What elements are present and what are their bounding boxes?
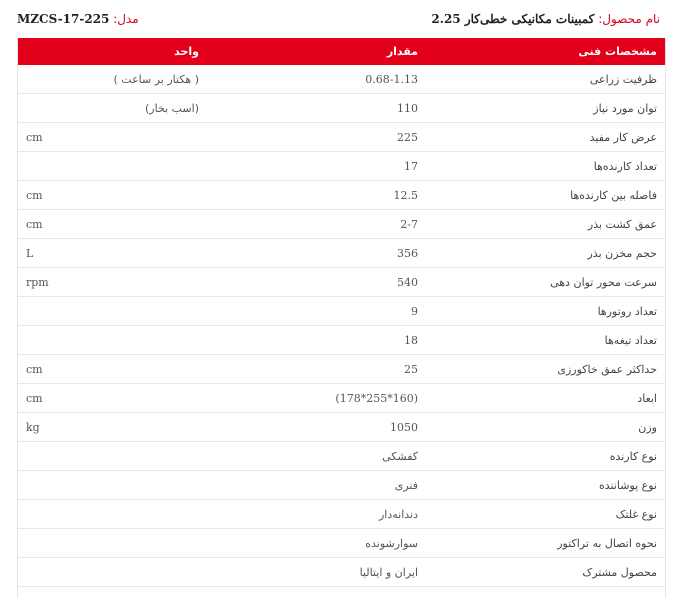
spec-table [18,38,665,587]
spec-name-cell: حداکثر عمق خاکورزی [426,355,665,384]
spec-name-cell: تعداد کارنده‌ها [426,152,665,181]
table-row [18,384,665,413]
spec-unit-cell: cm [18,355,207,384]
spec-name-cell: نوع پوشاننده [426,471,665,500]
spec-unit-cell: L [18,239,207,268]
spec-name-cell: حجم مخزن بذر [426,239,665,268]
table-row [18,181,665,210]
table-row [18,471,665,500]
spec-unit-cell [18,152,207,181]
table-row [18,529,665,558]
spec-value-cell: فنری [207,471,426,500]
column-header-spec: مشخصات فنی [426,38,665,65]
product-name-label: نام محصول: [598,12,660,26]
spec-value-cell: 25 [207,355,426,384]
spec-value-cell: ایران و ایتالیا [207,558,426,587]
spec-unit-cell [18,529,207,558]
spec-name-cell: نوع غلتک [426,500,665,529]
spec-value-cell: (160*255*178) [207,384,426,413]
spec-value-cell: سوارشونده [207,529,426,558]
spec-unit-cell [18,326,207,355]
spec-unit-cell: kg [18,413,207,442]
spec-value-cell: کفشکی [207,442,426,471]
table-row [18,558,665,587]
spec-value-cell: 0.68-1.13 [207,65,426,94]
table-row [18,94,665,123]
product-name: کمبینات مکانیکی خطی‌کار 2.25 [431,12,595,26]
spec-name-cell: تعداد روتورها [426,297,665,326]
spec-name-cell: سرعت محور توان دهی [426,268,665,297]
spec-unit-cell: (اسب بخار) [18,94,207,123]
spec-name-cell: تعداد تیغه‌ها [426,326,665,355]
spec-name-cell: توان مورد نیاز [426,94,665,123]
spec-value-cell: 110 [207,94,426,123]
table-row [18,65,665,94]
table-row [18,152,665,181]
spec-unit-cell: ( هکتار بر ساعت ) [18,65,207,94]
table-row [18,413,665,442]
table-row [18,123,665,152]
spec-unit-cell [18,558,207,587]
spec-unit-cell [18,471,207,500]
spec-unit-cell: cm [18,384,207,413]
spec-value-cell: 9 [207,297,426,326]
product-header [0,8,677,32]
spec-value-cell: دندانه‌دار [207,500,426,529]
table-row [18,355,665,384]
table-row [18,239,665,268]
table-row [18,326,665,355]
spec-unit-cell: rpm [18,268,207,297]
header-row [18,38,665,65]
column-header-unit: واحد [18,38,207,65]
model-value: MZCS-17-225 [17,12,110,26]
spec-value-cell: 225 [207,123,426,152]
spec-name-cell: عرض کار مفید [426,123,665,152]
spec-name-cell: محصول مشترک [426,558,665,587]
spec-unit-cell [18,442,207,471]
model-label: مدل: [113,12,139,26]
spec-unit-cell: cm [18,181,207,210]
spec-unit-cell [18,500,207,529]
table-row [18,500,665,529]
spec-table-body [18,65,665,587]
spec-value-cell: 2-7 [207,210,426,239]
table-row [18,268,665,297]
spec-table-header [18,38,665,65]
spec-unit-cell: cm [18,210,207,239]
spec-value-cell: 17 [207,152,426,181]
spec-name-cell: ابعاد [426,384,665,413]
spec-name-cell: نوع کارنده [426,442,665,471]
table-row [18,442,665,471]
spec-value-cell: 1050 [207,413,426,442]
table-row [18,297,665,326]
spec-name-cell: فاصله بین کارنده‌ها [426,181,665,210]
spec-name-cell: وزن [426,413,665,442]
spec-value-cell: 356 [207,239,426,268]
spec-unit-cell: cm [18,123,207,152]
spec-name-cell: ظرفیت زراعی [426,65,665,94]
spec-value-cell: 18 [207,326,426,355]
spec-name-cell: نحوه اتصال به تراکتور [426,529,665,558]
spec-name-cell: عمق کشت بذر [426,210,665,239]
product-name-line [431,12,660,26]
spec-unit-cell [18,297,207,326]
spec-value-cell: 540 [207,268,426,297]
column-header-value: مقدار [207,38,426,65]
model-line [17,12,139,26]
table-row [18,210,665,239]
spec-value-cell: 12.5 [207,181,426,210]
